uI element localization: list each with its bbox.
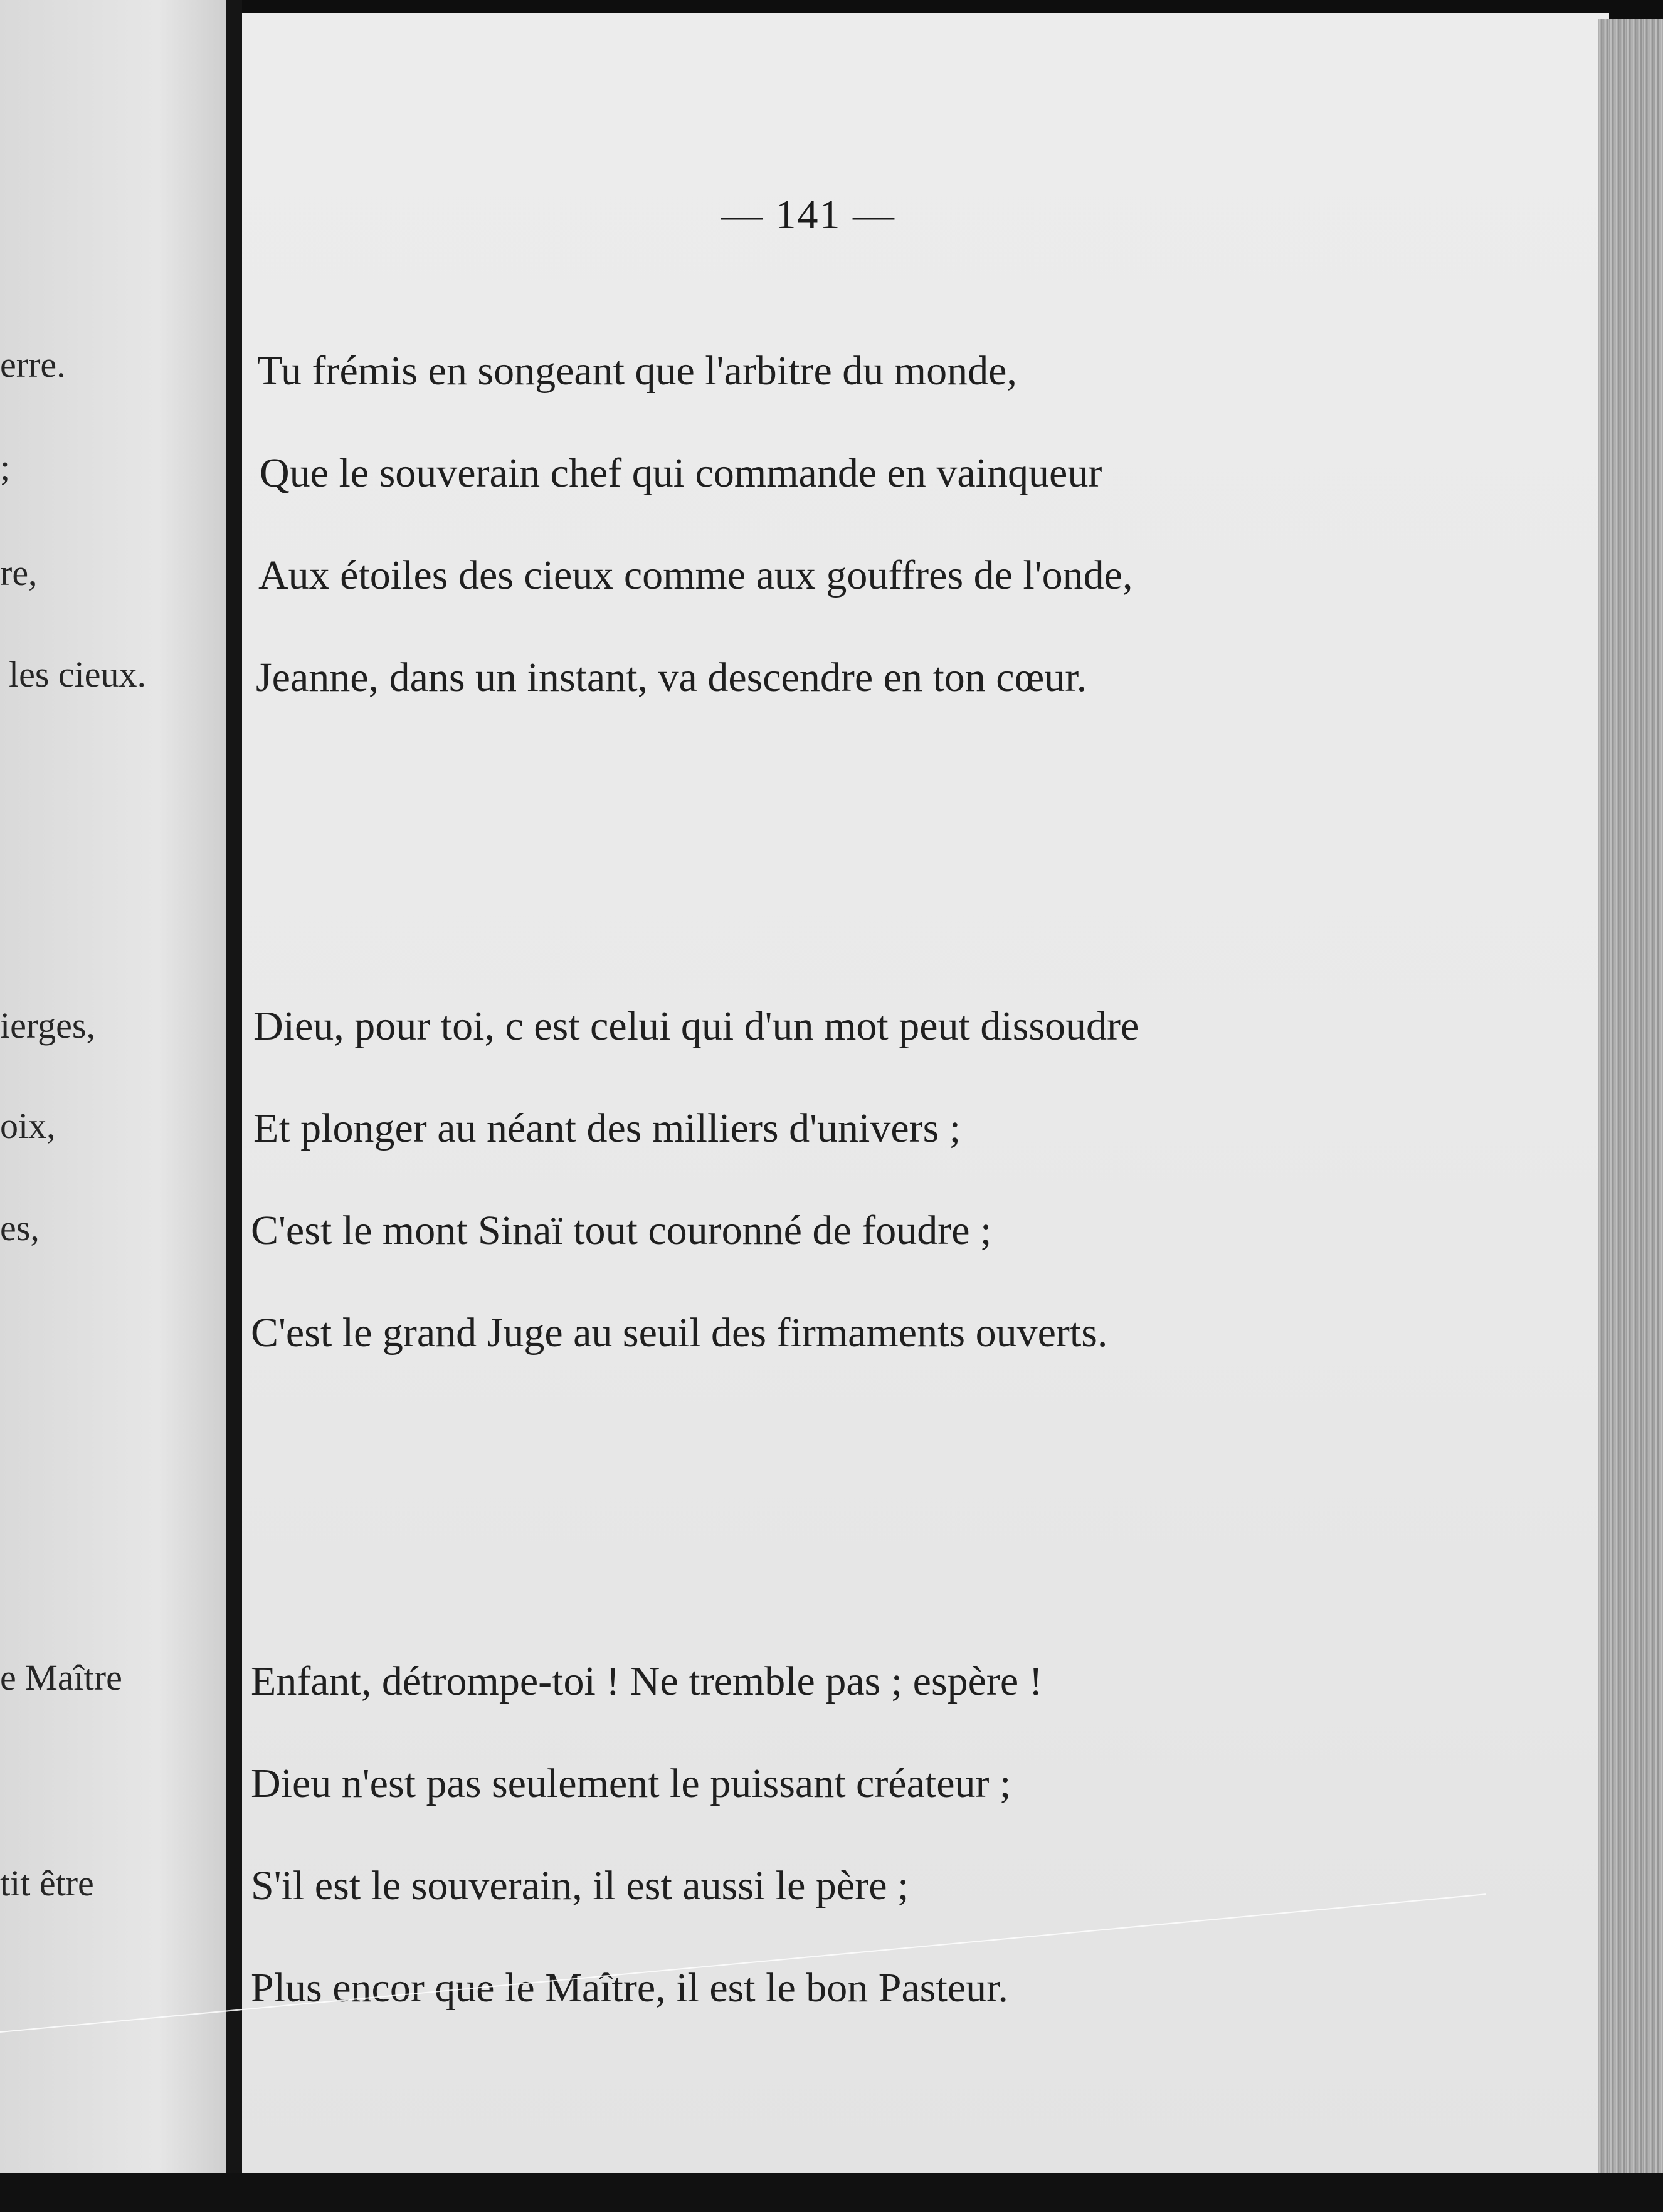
verse-line: Plus encor que le Maître, il est le bon Pasteur. — [251, 1965, 1008, 2011]
facing-page-fragment: re, — [0, 552, 38, 593]
verse-line: Enfant, détrompe-toi ! Ne tremble pas ; espère ! — [251, 1658, 1043, 1704]
page-edges — [1598, 19, 1663, 2182]
facing-page-fragment: e Maître — [0, 1657, 122, 1698]
verse-line: Jeanne, dans un instant, va descendre en ton cœur. — [256, 655, 1087, 700]
verse-line: C'est le grand Juge au seuil des firmaments ouverts. — [251, 1310, 1108, 1356]
facing-page-fragment: tit être — [0, 1863, 94, 1904]
facing-page-fragment: oix, — [0, 1105, 56, 1146]
verse-line: Dieu, pour toi, c est celui qui d'un mot peut dissoudre — [253, 1003, 1139, 1049]
facing-page-fragment: es, — [0, 1208, 40, 1248]
verse-line: S'il est le souverain, il est aussi le père ; — [251, 1863, 909, 1909]
facing-page-fragment: ; — [0, 447, 11, 488]
stanza-2 — [251, 975, 1139, 1384]
page-number: — 141 — — [721, 192, 895, 238]
verse-line: Que le souverain chef qui commande en vainqueur — [260, 450, 1102, 496]
scan-border — [0, 2172, 1663, 2212]
stanza-3 — [251, 1630, 1043, 2039]
facing-page-fragment: erre. — [0, 344, 66, 385]
facing-page — [0, 0, 226, 2212]
verse-line: Dieu n'est pas seulement le puissant créateur ; — [251, 1761, 1011, 1806]
book-gutter — [226, 0, 242, 2172]
verse-line: Aux étoiles des cieux comme aux gouffres de l'onde, — [258, 552, 1133, 598]
verse-line: Tu frémis en songeant que l'arbitre du monde, — [257, 348, 1017, 394]
facing-page-fragment: les cieux. — [9, 654, 147, 695]
verse-line: C'est le mont Sinaï tout couronné de foudre ; — [251, 1208, 992, 1253]
verse-line: Et plonger au néant des milliers d'univers ; — [253, 1105, 961, 1151]
facing-page-fragment: ierges, — [0, 1005, 95, 1046]
stanza-1 — [251, 320, 1132, 729]
